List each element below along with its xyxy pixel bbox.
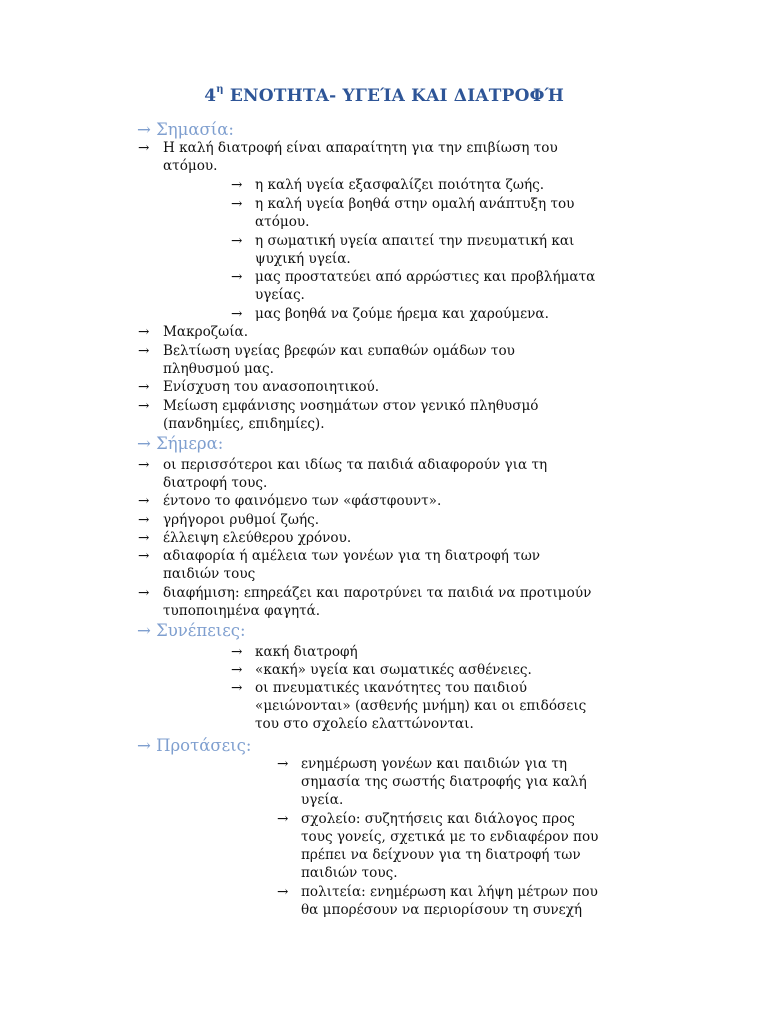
document-title xyxy=(0,86,768,106)
item-line: Βελτίωση υγείας βρεφών και ευπαθών ομάδων του xyxy=(163,343,515,359)
arrow-icon: → xyxy=(231,680,243,696)
list-item xyxy=(138,378,379,396)
arrow-icon: → xyxy=(138,548,150,564)
item-line: σχολείο: συζητήσεις και διάλογος προς xyxy=(301,811,575,827)
item-line: υγεία. xyxy=(301,792,344,808)
item-line: παιδιών τους xyxy=(163,566,256,582)
item-line: οι πνευματικές ικανότητες του παιδιού xyxy=(255,680,527,696)
item-line: μας βοηθά να ζούμε ήρεμα και χαρούμενα. xyxy=(255,306,549,322)
sub-item xyxy=(231,643,358,661)
item-line: (πανδημίες, επιδημίες). xyxy=(163,416,325,432)
item-line: θα μπορέσουν να περιορίσουν τη συνεχή xyxy=(301,902,583,918)
heading-today xyxy=(137,434,223,453)
arrow-icon: → xyxy=(277,884,289,900)
item-line: κακή διατροφή xyxy=(255,644,358,660)
arrow-icon: → xyxy=(137,621,151,640)
heading-label: Συνέπειες: xyxy=(156,621,246,640)
heading-proposals xyxy=(137,736,251,755)
arrow-icon: → xyxy=(277,811,289,827)
item-line: υγείας. xyxy=(255,287,305,303)
arrow-icon: → xyxy=(277,756,289,772)
item-line: Ενίσχυση του ανασοποιητικού. xyxy=(163,379,380,395)
item-line: του στο σχολείο ελαττώνονται. xyxy=(255,716,474,732)
list-item xyxy=(138,397,539,433)
list-item xyxy=(138,456,547,492)
arrow-icon: → xyxy=(137,120,151,139)
item-line: σημασία της σωστής διατροφής για καλή xyxy=(301,774,587,790)
item-line: γρήγοροι ρυθμοί ζωής. xyxy=(163,512,320,528)
heading-label: Σημασία: xyxy=(156,120,234,139)
item-line: έλλειψη ελεύθερου χρόνου. xyxy=(163,530,352,546)
sub-item xyxy=(231,176,544,194)
title-text: ΕΝΟΤΗΤΑ- ΥΓΕΊΑ ΚΑΙ ΔΙΑΤΡΟΦΉ xyxy=(223,86,564,106)
arrow-icon: → xyxy=(231,233,243,249)
item-line: τους γονείς, σχετικά με το ενδιαφέρον που xyxy=(301,829,599,845)
sub-item xyxy=(231,195,574,231)
item-line: αδιαφορία ή αμέλεια των γονέων για τη διατροφή των xyxy=(163,548,541,564)
list-item xyxy=(138,584,591,620)
sub-item xyxy=(231,268,595,304)
sub-item xyxy=(231,232,574,268)
item-line: μας προστατεύει από αρρώστιες και προβλήματα xyxy=(255,269,596,285)
arrow-icon: → xyxy=(138,398,150,414)
arrow-icon: → xyxy=(138,530,150,546)
item-line: ενημέρωση γονέων και παιδιών για τη xyxy=(301,756,568,772)
arrow-icon: → xyxy=(231,644,243,660)
arrow-icon: → xyxy=(137,736,151,755)
arrow-icon: → xyxy=(138,324,150,340)
arrow-icon: → xyxy=(138,457,150,473)
item-line: η καλή υγεία βοηθά στην ομαλή ανάπτυξη του xyxy=(255,196,575,212)
arrow-icon: → xyxy=(138,512,150,528)
arrow-icon: → xyxy=(231,306,243,322)
sub-item xyxy=(231,679,586,733)
title-number: 4 xyxy=(204,86,217,106)
arrow-icon: → xyxy=(231,196,243,212)
sub-item xyxy=(231,305,549,323)
list-item xyxy=(138,139,558,175)
item-line: τυποποιημένα φαγητά. xyxy=(163,603,321,619)
arrow-icon: → xyxy=(138,379,150,395)
item-line: Μακροζωία. xyxy=(163,324,249,340)
item-line: ατόμου. xyxy=(255,214,310,230)
heading-consequences xyxy=(137,621,246,640)
heading-label: Προτάσεις: xyxy=(156,736,252,755)
arrow-icon: → xyxy=(231,269,243,285)
arrow-icon: → xyxy=(231,662,243,678)
sub-item xyxy=(277,883,598,919)
title-superscript: η xyxy=(216,84,224,96)
list-item xyxy=(138,547,540,583)
arrow-icon: → xyxy=(138,140,150,156)
list-item xyxy=(138,342,515,378)
item-line: έντονο το φαινόμενο των «φάστφουντ». xyxy=(163,493,442,509)
heading-significance xyxy=(137,120,234,139)
arrow-icon: → xyxy=(138,585,150,601)
item-line: ψυχική υγεία. xyxy=(255,251,351,267)
list-item xyxy=(138,511,319,529)
item-line: οι περισσότεροι και ιδίως τα παιδιά αδιαφορούν για τη xyxy=(163,457,548,473)
item-line: Η καλή διατροφή είναι απαραίτητη για την επιβίωση του xyxy=(163,140,558,156)
arrow-icon: → xyxy=(231,177,243,193)
arrow-icon: → xyxy=(138,493,150,509)
heading-label: Σήμερα: xyxy=(156,434,224,453)
item-line: Μείωση εμφάνισης νοσημάτων στον γενικό πληθυσμό xyxy=(163,398,539,414)
sub-item xyxy=(277,755,587,809)
item-line: «μειώνονται» (ασθενής μνήμη) και οι επιδόσεις xyxy=(255,698,587,714)
list-item xyxy=(138,323,248,341)
item-line: ατόμου. xyxy=(163,158,218,174)
list-item xyxy=(138,492,441,510)
item-line: πρέπει να δείχνουν για τη διατροφή των xyxy=(301,847,581,863)
item-line: πληθυσμού μας. xyxy=(163,361,274,377)
item-line: διατροφή τους. xyxy=(163,475,268,491)
sub-item xyxy=(277,810,598,882)
item-line: διαφήμιση: επηρεάζει και παροτρύνει τα παιδιά να προτιμούν xyxy=(163,585,592,601)
item-line: η καλή υγεία εξασφαλίζει ποιότητα ζωής. xyxy=(255,177,545,193)
arrow-icon: → xyxy=(138,343,150,359)
item-line: παιδιών τους. xyxy=(301,865,398,881)
list-item xyxy=(138,529,351,547)
item-line: η σωματική υγεία απαιτεί την πνευματική και xyxy=(255,233,575,249)
item-line: πολιτεία: ενημέρωση και λήψη μέτρων που xyxy=(301,884,598,900)
arrow-icon: → xyxy=(137,434,151,453)
sub-item xyxy=(231,661,532,679)
item-line: «κακή» υγεία και σωματικές ασθένειες. xyxy=(255,662,532,678)
